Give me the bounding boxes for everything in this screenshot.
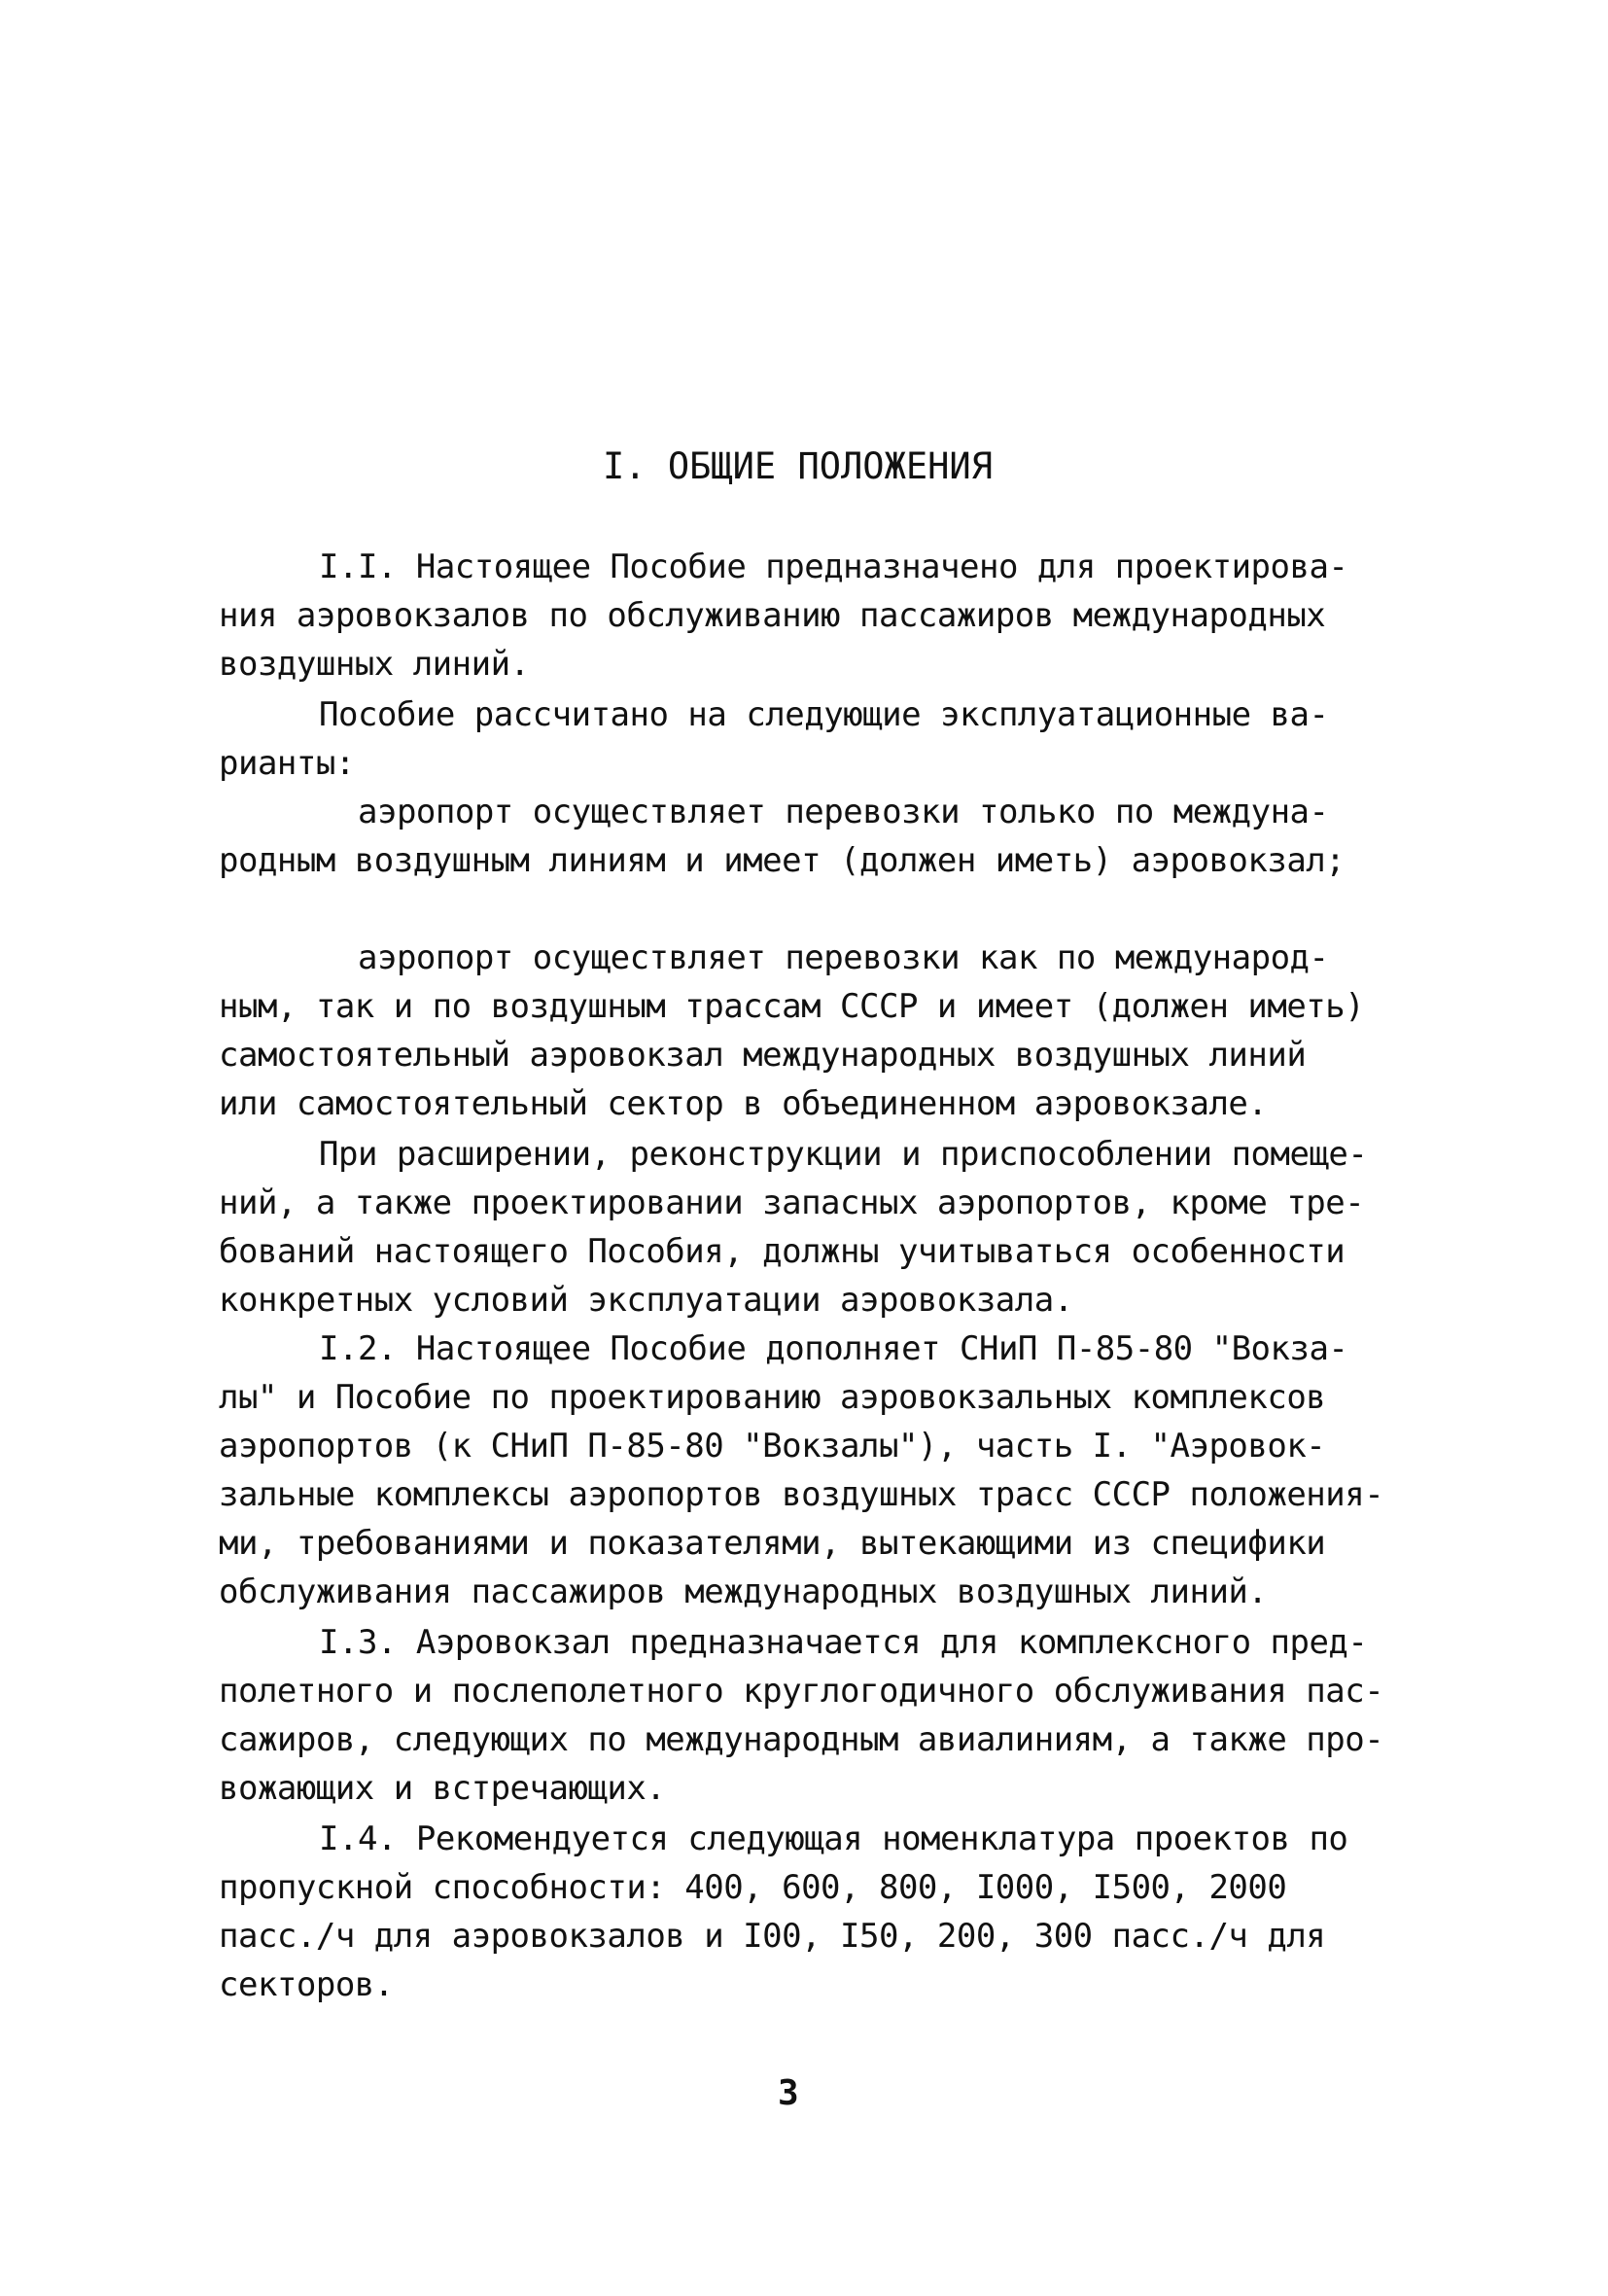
text-line: обслуживания пассажиров международных воздушных линий. bbox=[219, 1572, 1268, 1611]
text-line: ния аэровокзалов по обслуживанию пассажиров международных bbox=[219, 596, 1326, 635]
text-line: ний, а также проектировании запасных аэропортов, кроме тре- bbox=[219, 1183, 1365, 1222]
text-line: лы" и Пособие по проектированию аэровокзальных комплексов bbox=[219, 1378, 1326, 1417]
text-line: ми, требованиями и показателями, вытекающими из специфики bbox=[219, 1524, 1326, 1563]
text-line: ным, так и по воздушным трассам СССР и имеет (должен иметь) bbox=[219, 987, 1365, 1026]
text-line: родным воздушным линиям и имеет (должен иметь) аэровокзал; bbox=[219, 841, 1346, 880]
text-line: аэропорт осуществляет перевозки только по междуна- bbox=[358, 793, 1329, 831]
text-line: Пособие рассчитано на следующие эксплуатационные ва- bbox=[319, 695, 1329, 734]
section-title: I. ОБЩИЕ ПОЛОЖЕНИЯ bbox=[603, 445, 993, 487]
text-line: I.2. Настоящее Пособие дополняет СНиП П-85-80 "Вокза- bbox=[319, 1329, 1348, 1368]
text-line: бований настоящего Пособия, должны учитываться особенности bbox=[219, 1232, 1346, 1271]
text-line: зальные комплексы аэропортов воздушных трасс СССР положения- bbox=[219, 1475, 1384, 1514]
text-line: рианты: bbox=[219, 744, 355, 783]
text-line: вожающих и встречающих. bbox=[219, 1769, 666, 1808]
text-line: При расширении, реконструкции и приспособлении помеще- bbox=[319, 1135, 1368, 1174]
text-line: сажиров, следующих по международным авиалиниям, а также про- bbox=[219, 1720, 1384, 1759]
text-line: I.I. Настоящее Пособие предназначено для проектирова- bbox=[319, 548, 1348, 586]
text-line: I.4. Рекомендуется следующая номенклатура проектов по bbox=[319, 1819, 1348, 1858]
text-line: пасс./ч для аэровокзалов и I00, I50, 200, 300 пасс./ч для bbox=[219, 1917, 1326, 1956]
text-line: полетного и послеполетного круглогодичного обслуживания пас- bbox=[219, 1672, 1384, 1711]
text-line: аэропортов (к СНиП П-85-80 "Вокзалы"), часть I. "Аэровок- bbox=[219, 1427, 1326, 1466]
text-line: или самостоятельный сектор в объединенном аэровокзале. bbox=[219, 1084, 1268, 1123]
text-line: конкретных условий эксплуатации аэровокзала. bbox=[219, 1281, 1073, 1320]
page-number: 3 bbox=[778, 2073, 799, 2113]
text-line: пропускной способности: 400, 600, 800, I000, I500, 2000 bbox=[219, 1868, 1287, 1907]
text-line: самостоятельный аэровокзал международных воздушных линий bbox=[219, 1036, 1307, 1075]
text-line: аэропорт осуществляет перевозки как по международ- bbox=[358, 938, 1329, 977]
text-line: воздушных линий. bbox=[219, 645, 530, 684]
text-line: I.3. Аэровокзал предназначается для комплексного пред- bbox=[319, 1623, 1368, 1662]
text-line: секторов. bbox=[219, 1965, 394, 2004]
